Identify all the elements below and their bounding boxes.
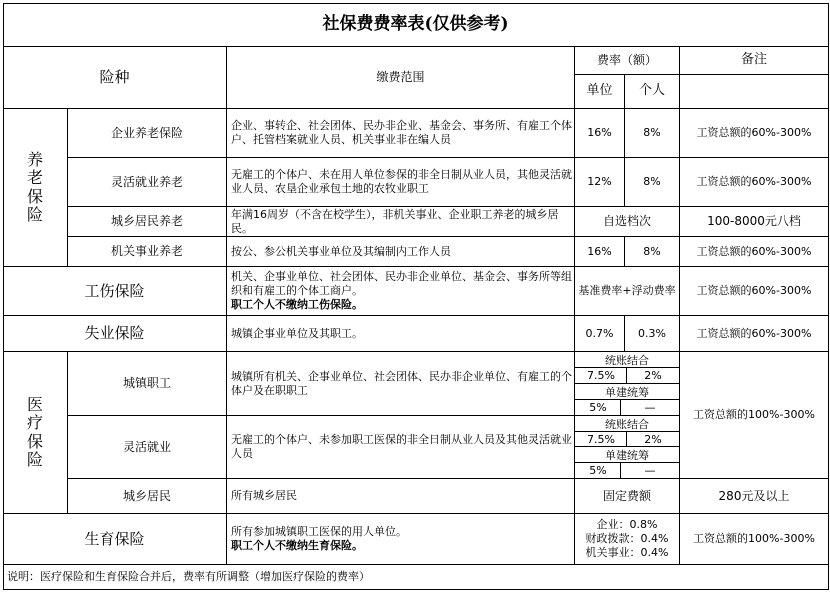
maternity-scope-note: 职工个人不缴纳生育保险。 bbox=[231, 539, 363, 552]
pension-public-personal: 8% bbox=[643, 244, 661, 258]
grid-line bbox=[620, 399, 621, 416]
grid-line bbox=[67, 108, 68, 267]
grid-line bbox=[3, 108, 829, 109]
header-personal: 个人 bbox=[638, 83, 665, 99]
grid-line bbox=[3, 589, 829, 590]
injury-scope-text: 机关、企事业单位、社会团体、民办非企业单位、基金会、事务所等组织和有雇工的个体工商户。 bbox=[231, 270, 572, 298]
pension-enterprise-unit: 16% bbox=[587, 126, 612, 140]
grid-line bbox=[3, 564, 829, 565]
medical-urban-scope: 城镇所有机关、企事业单位、社会团体、民办非企业单位、有雇工的个体户及在职职工 bbox=[231, 369, 572, 397]
unemployment-personal: 0.3% bbox=[638, 326, 666, 340]
maternity-remarks: 工资总额的100%-300% bbox=[693, 532, 815, 546]
injury-scope bbox=[227, 267, 574, 315]
medical-urban-name: 城镇职工 bbox=[122, 376, 171, 390]
grid-line bbox=[574, 462, 680, 463]
maternity-rate bbox=[575, 514, 679, 564]
medical-flexible-single-unit: 5% bbox=[589, 464, 607, 477]
medical-flexible-pool-label: 统账结合 bbox=[605, 417, 649, 431]
injury-scope-note: 职工个人不缴纳工伤保险。 bbox=[231, 297, 363, 311]
pension-public-remarks: 工资总额的60%-300% bbox=[696, 244, 812, 258]
medical-flexible-scope: 无雇工的个体户、未参加职工医保的非全日制从业人员及其他灵活就业人员 bbox=[231, 433, 572, 460]
medical-urban-pool-label: 统账结合 bbox=[605, 354, 649, 367]
grid-line bbox=[624, 74, 625, 207]
grid-line bbox=[624, 236, 625, 267]
grid-line bbox=[226, 46, 227, 565]
maternity-scope-text: 所有参加城镇职工医保的用人单位。 bbox=[231, 525, 407, 539]
grid-line bbox=[3, 315, 829, 316]
medical-remarks: 工资总额的100%-300% bbox=[693, 408, 815, 422]
grid-line bbox=[679, 46, 680, 565]
pension-flexible-unit: 12% bbox=[587, 175, 612, 189]
header-unit: 单位 bbox=[586, 83, 613, 99]
pension-resident-name: 城乡居民养老 bbox=[110, 214, 183, 228]
unemployment-scope: 城镇企事业单位及其职工。 bbox=[231, 326, 363, 340]
pension-enterprise-scope: 企业、事转企、社会团体、民办非企业、基金会、事务所、有雇工个体户、托管档案就业人员、机关事业非在编人员 bbox=[231, 119, 572, 146]
maternity-rate-enterprise: 企业：0.8% bbox=[596, 518, 658, 532]
grid-line bbox=[67, 206, 829, 207]
maternity-name: 生育保险 bbox=[84, 529, 145, 548]
unemployment-unit: 0.7% bbox=[585, 326, 614, 340]
grid-line bbox=[626, 367, 627, 384]
grid-line bbox=[3, 3, 4, 590]
medical-flexible-pool-unit: 7.5% bbox=[587, 433, 615, 446]
pension-group-label: 养 老 保 险 bbox=[26, 149, 43, 224]
grid-line bbox=[626, 431, 627, 447]
pension-flexible-remarks: 工资总额的60%-300% bbox=[696, 175, 812, 189]
grid-line bbox=[574, 446, 680, 447]
grid-line bbox=[828, 3, 829, 590]
pension-resident-rate: 自选档次 bbox=[602, 214, 651, 228]
grid-line bbox=[3, 513, 829, 514]
medical-flexible-name: 灵活就业 bbox=[122, 439, 171, 454]
maternity-scope bbox=[227, 514, 574, 564]
medical-urban-single-unit: 5% bbox=[589, 401, 607, 414]
header-category: 险种 bbox=[99, 68, 130, 87]
medical-resident-name: 城乡居民 bbox=[122, 488, 171, 503]
maternity-rate-fiscal: 财政拨款：0.4% bbox=[585, 532, 669, 546]
unemployment-remarks: 工资总额的60%-300% bbox=[696, 326, 812, 340]
header-remarks: 备注 bbox=[740, 52, 767, 68]
medical-flexible-pool-personal: 2% bbox=[644, 433, 662, 446]
medical-urban-pool-personal: 2% bbox=[644, 369, 662, 382]
grid-line bbox=[67, 478, 829, 479]
footnote: 说明：医疗保险和生育保险合并后，费率有所调整（增加医疗保险的费率） bbox=[7, 570, 370, 584]
maternity-rate-public: 机关事业：0.4% bbox=[585, 545, 669, 559]
pension-flexible-name: 灵活就业养老 bbox=[110, 174, 183, 189]
grid-line bbox=[3, 3, 829, 4]
pension-resident-scope: 年满16周岁（不含在校学生），非机关事业、企业职工养老的城乡居民。 bbox=[231, 207, 559, 235]
header-rate: 费率（额） bbox=[596, 53, 657, 67]
page-title: 社保费费率表(仅供参考) bbox=[322, 14, 509, 35]
medical-urban-pool-unit: 7.5% bbox=[587, 369, 615, 382]
pension-public-unit: 16% bbox=[587, 244, 612, 258]
unemployment-name: 失业保险 bbox=[84, 324, 145, 343]
grid-line bbox=[624, 315, 625, 352]
grid-line bbox=[3, 266, 829, 267]
pension-flexible-personal: 8% bbox=[643, 175, 661, 189]
header-scope: 缴费范围 bbox=[376, 70, 425, 84]
medical-urban-single-label: 单建统筹 bbox=[605, 385, 649, 399]
medical-flexible-single-personal: — bbox=[644, 464, 656, 477]
grid-line bbox=[67, 415, 680, 416]
medical-urban-single-personal: — bbox=[644, 401, 656, 414]
grid-line bbox=[574, 383, 680, 384]
pension-flexible-scope: 无雇工的个体户、未在用人单位参保的非全日制从业人员，其他灵活就业人员、农垦企业承包土地的农牧业职工 bbox=[231, 168, 572, 195]
medical-resident-rate: 固定费额 bbox=[602, 488, 651, 503]
grid-line bbox=[67, 236, 829, 237]
pension-enterprise-remarks: 工资总额的60%-300% bbox=[696, 126, 812, 140]
grid-line bbox=[574, 367, 680, 368]
grid-line bbox=[620, 462, 621, 479]
grid-line bbox=[574, 431, 680, 432]
pension-public-name: 机关事业养老 bbox=[110, 244, 183, 258]
pension-enterprise-personal: 8% bbox=[643, 126, 661, 140]
grid-line bbox=[574, 46, 575, 565]
medical-flexible-single-label: 单建统筹 bbox=[605, 448, 649, 462]
pension-enterprise-name: 企业养老保险 bbox=[110, 125, 183, 140]
injury-name: 工伤保险 bbox=[84, 281, 145, 300]
grid-line bbox=[67, 157, 829, 158]
grid-line bbox=[3, 351, 829, 352]
medical-resident-remarks: 280元及以上 bbox=[718, 488, 790, 503]
medical-group-label: 医 疗 保 险 bbox=[26, 394, 43, 469]
grid-line bbox=[3, 46, 829, 47]
injury-remarks: 工资总额的60%-300% bbox=[696, 284, 812, 298]
grid-line bbox=[67, 351, 68, 514]
injury-rate: 基准费率+浮动费率 bbox=[578, 284, 676, 298]
medical-resident-scope: 所有城乡居民 bbox=[231, 489, 297, 503]
grid-line bbox=[574, 399, 680, 400]
pension-public-scope: 按公、参公机关事业单位及其编制内工作人员 bbox=[231, 244, 451, 258]
pension-resident-remarks: 100-8000元八档 bbox=[707, 214, 801, 228]
grid-line bbox=[574, 74, 829, 75]
